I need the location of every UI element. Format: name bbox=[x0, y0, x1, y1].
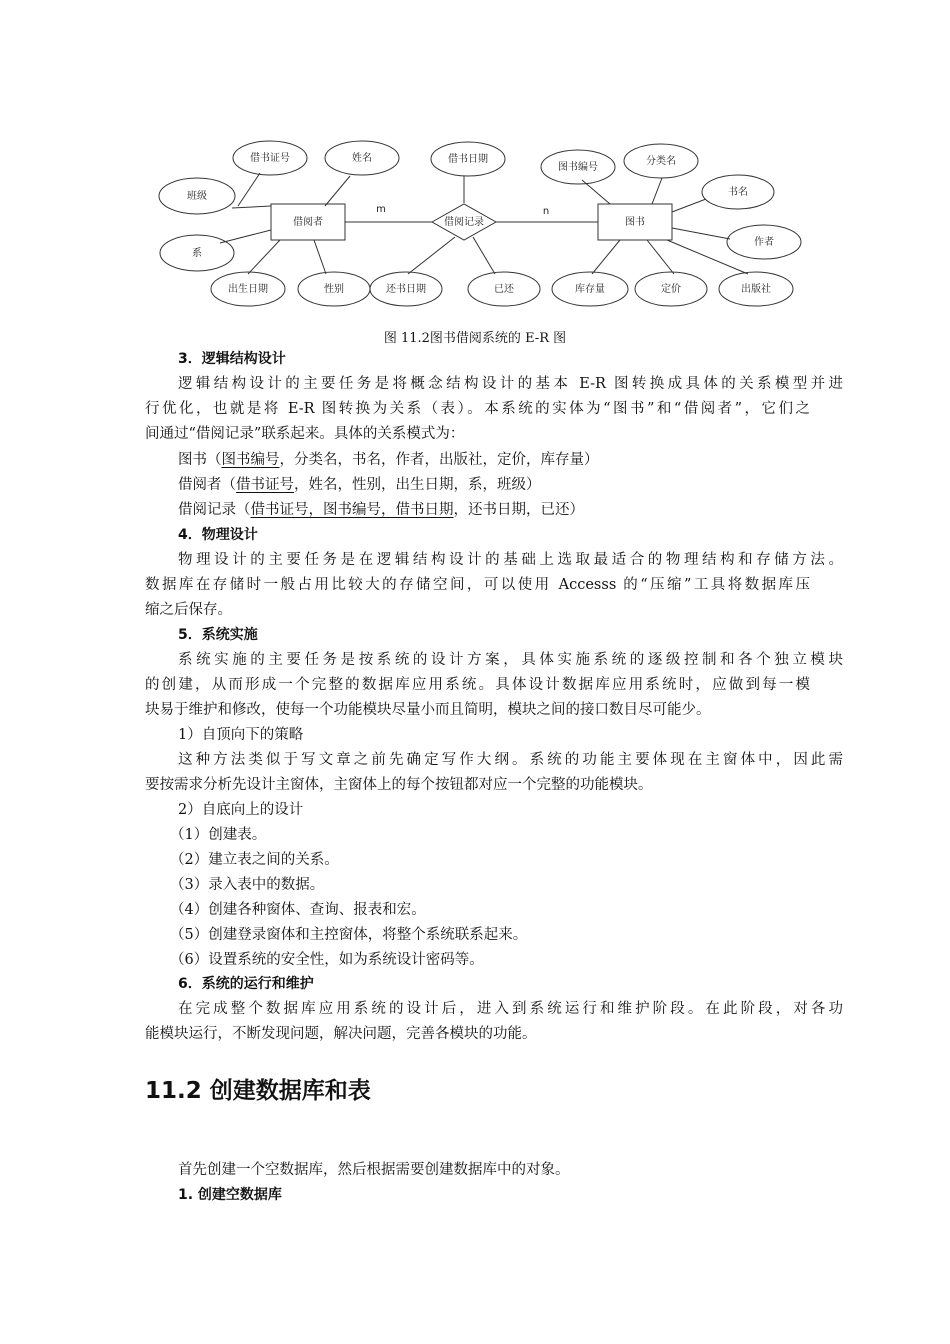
step-item: （1）创建表。 bbox=[170, 827, 267, 843]
entity-borrower: 借阅者 bbox=[293, 217, 323, 228]
attr-return-date: 还书日期 bbox=[386, 284, 426, 295]
top-down-line-1: 这种方法类似于写文章之前先确定写作大纲。系统的功能主要体现在主窗体中，因此需 bbox=[178, 752, 843, 768]
attr-book-no: 图书编号 bbox=[558, 162, 598, 173]
s4-para-line-1: 物理设计的主要任务是在逻辑结构设计的基础上选取最适合的物理结构和存储方法。 bbox=[178, 552, 843, 568]
primary-key: 图书编号 bbox=[221, 452, 280, 468]
s5-para-line-2: 的创建，从而形成一个完整的数据库应用系统。具体设计数据库应用系统时，应做到每一模 bbox=[145, 677, 810, 693]
cardinality-m: m bbox=[376, 204, 386, 215]
section-3-title: 3．逻辑结构设计 bbox=[178, 351, 286, 367]
s6-para-line-1: 在完成整个数据库应用系统的设计后，进入到系统运行和维护阶段。在此阶段，对各功 bbox=[178, 1001, 843, 1017]
s4-para-line-3: 缩之后保存。 bbox=[145, 602, 232, 618]
top-down-line-2: 要按需求分析先设计主窗体，主窗体上的每个按钮都对应一个完整的功能模块。 bbox=[145, 777, 653, 793]
step-item: （3）录入表中的数据。 bbox=[170, 877, 325, 893]
attr-class: 班级 bbox=[187, 191, 207, 202]
s4-para-line-2: 数据库在存储时一般占用比较大的存储空间，可以使用 Accesss 的“压缩”工具将数据库压 bbox=[145, 577, 810, 593]
relation-borrow-record: 借阅记录（借书证号，图书编号，借书日期，还书日期，已还） bbox=[178, 502, 584, 518]
attr-publisher: 出版社 bbox=[741, 284, 771, 295]
s3-para-line-3: 间通过“借阅记录”联系起来。具体的关系模式为： bbox=[145, 426, 465, 442]
subsection-top-down: 1）自顶向下的策略 bbox=[178, 727, 304, 743]
relation-borrow-record: 借阅记录 bbox=[444, 217, 484, 228]
cardinality-n: n bbox=[542, 206, 550, 217]
intro-paragraph: 首先创建一个空数据库，然后根据需要创建数据库中的对象。 bbox=[178, 1162, 570, 1178]
subsection-create-empty-db: 1. 创建空数据库 bbox=[178, 1187, 282, 1203]
attr-price: 定价 bbox=[661, 284, 681, 295]
attr-borrow-card: 借书证号 bbox=[250, 153, 290, 164]
step-item: （6）设置系统的安全性，如为系统设计密码等。 bbox=[170, 952, 484, 968]
primary-key: 借书证号，图书编号，借书日期 bbox=[250, 502, 454, 518]
step-item: （2）建立表之间的关系。 bbox=[170, 852, 339, 868]
s6-para-line-2: 能模块运行，不断发现问题，解决问题，完善各模块的功能。 bbox=[145, 1026, 537, 1042]
attr-dept: 系 bbox=[192, 248, 202, 259]
attr-title: 书名 bbox=[728, 187, 748, 198]
step-item: （5）创建登录窗体和主控窗体，将整个系统联系起来。 bbox=[170, 927, 528, 943]
attr-borrow-date: 借书日期 bbox=[448, 154, 488, 165]
s3-para-line-2: 行优化，也就是将 E-R 图转换为关系（表）。本系统的实体为“图书”和“借阅者”，它们之 bbox=[145, 401, 810, 417]
heading-11-2: 11.2 创建数据库和表 bbox=[145, 1078, 371, 1104]
attr-category: 分类名 bbox=[646, 156, 676, 167]
section-5-title: 5．系统实施 bbox=[178, 627, 258, 643]
s3-para-line-1: 逻辑结构设计的主要任务是将概念结构设计的基本 E-R 图转换成具体的关系模型并进 bbox=[178, 376, 843, 392]
attr-returned: 已还 bbox=[494, 284, 514, 295]
attr-name: 姓名 bbox=[352, 153, 372, 164]
section-4-title: 4．物理设计 bbox=[178, 527, 258, 543]
relation-book: 图书（图书编号，分类名，书名，作者，出版社，定价，库存量） bbox=[178, 452, 599, 468]
s5-para-line-3: 块易于维护和修改，使每一个功能模块尽量小而且简明，模块之间的接口数目尽可能少。 bbox=[145, 702, 711, 718]
subsection-bottom-up: 2）自底向上的设计 bbox=[178, 802, 304, 818]
attr-birth: 出生日期 bbox=[228, 284, 268, 295]
attr-gender: 性别 bbox=[324, 284, 344, 295]
section-6-title: 6．系统的运行和维护 bbox=[178, 976, 314, 992]
s5-para-line-1: 系统实施的主要任务是按系统的设计方案，具体实施系统的逐级控制和各个独立模块 bbox=[178, 652, 843, 668]
figure-caption: 图 11.2图书借阅系统的 E-R 图 bbox=[383, 331, 567, 346]
primary-key: 借书证号 bbox=[236, 477, 294, 493]
relation-borrower: 借阅者（借书证号，姓名，性别，出生日期，系，班级） bbox=[178, 477, 541, 493]
attr-author: 作者 bbox=[754, 237, 774, 248]
attr-stock: 库存量 bbox=[575, 284, 605, 295]
er-diagram bbox=[150, 136, 810, 316]
entity-book: 图书 bbox=[625, 217, 645, 228]
step-item: （4）创建各种窗体、查询、报表和宏。 bbox=[170, 902, 426, 918]
